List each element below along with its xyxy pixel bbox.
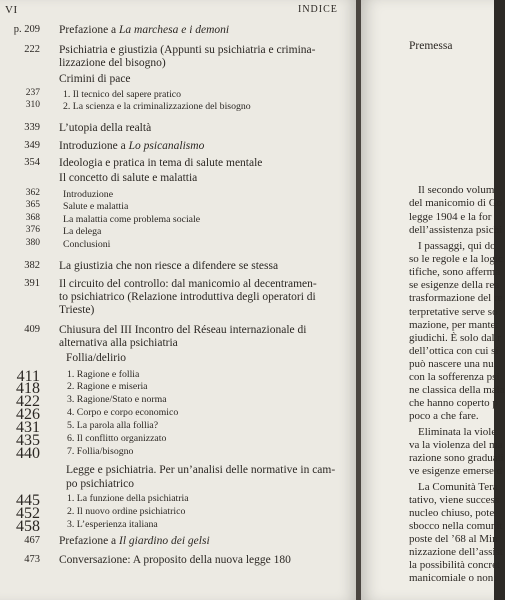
toc-entry-title xyxy=(67,432,352,445)
toc-entry-title xyxy=(67,380,352,393)
body-text-line: so le regole e la logic xyxy=(409,253,503,265)
toc-title-text: Legge e psichiatria. Per un’analisi delle normative in cam- xyxy=(66,464,336,476)
toc-title-text: Il concetto di salute e malattia xyxy=(59,172,198,184)
body-text-line: giudichi. È solo dal r xyxy=(409,332,501,344)
body-text-line: del manicomio di Go xyxy=(409,197,503,209)
body-text-line: ve esigenze emerse d xyxy=(409,465,503,477)
toc-title-text: Trieste) xyxy=(59,304,95,316)
toc-page-number: 422 xyxy=(16,393,40,410)
toc-title-text: lizzazione del bisogno) xyxy=(59,57,166,69)
toc-title-text: 2. Il nuovo ordine psichiatrico xyxy=(67,506,186,517)
toc-title-text: 3. L’esperienza italiana xyxy=(67,519,158,530)
toc-entry-title xyxy=(59,140,344,153)
toc-title-text: Conversazione: A proposito della nuova legge 180 xyxy=(59,554,291,566)
body-text-line: dell’ottica con cui si xyxy=(409,345,499,357)
page-number: VI xyxy=(5,4,18,16)
toc-entry-title xyxy=(59,73,344,86)
toc-entry-title xyxy=(67,445,352,458)
running-head: INDICE xyxy=(298,4,338,15)
body-text-line: trasformazione del re xyxy=(409,292,503,304)
toc-title-text: Conclusioni xyxy=(63,239,111,250)
toc-entry-title xyxy=(59,122,344,135)
body-text-line: poste del ’68 al Min xyxy=(409,533,498,545)
body-text-line: con la sofferenza psi xyxy=(409,371,500,383)
toc-title-text: La malattia come problema sociale xyxy=(63,214,201,225)
toc-entry-title xyxy=(59,260,344,273)
toc-title-text: 7. Follia/bisogno xyxy=(67,446,134,457)
toc-entry-title xyxy=(59,24,344,37)
body-text-line: sbocco nella comunit xyxy=(409,520,503,532)
toc-entry-title xyxy=(63,200,348,213)
body-text-line: mazione, per manter xyxy=(409,319,500,331)
toc-entry-title xyxy=(66,352,351,365)
toc-page-number: 426 xyxy=(16,406,40,423)
toc-title-text: Follia/delirio xyxy=(66,352,127,364)
body-text-line: I passaggi, qui do xyxy=(418,240,496,252)
toc-page-number: 431 xyxy=(16,419,40,436)
right-page xyxy=(361,0,505,600)
toc-title-text: to psichiatrico (Relazione introduttiva degli operatori di xyxy=(59,291,316,303)
body-text-line: manicomiale o non: xyxy=(409,572,497,584)
body-text-line: tifiche, sono afferma xyxy=(409,266,501,278)
toc-entry-title xyxy=(59,337,344,350)
toc-page-number: 222 xyxy=(24,44,40,55)
toc-title-text: Prefazione a xyxy=(59,535,120,547)
toc-title-text: Psichiatria e giustizia (Appunti su psichiatria e crimina- xyxy=(59,44,316,56)
toc-page-number: 354 xyxy=(24,157,40,168)
body-text-line: tativo, viene success xyxy=(409,494,500,506)
body-text-line: poco a che fare. xyxy=(409,410,479,422)
toc-title-text: 1. Ragione e follia xyxy=(67,369,140,380)
toc-title-text: po psichiatrico xyxy=(66,478,135,490)
toc-entry-title xyxy=(59,57,344,70)
toc-title-text: 3. Ragione/Stato e norma xyxy=(67,394,167,405)
toc-entry-title xyxy=(67,518,352,531)
toc-page-number: 382 xyxy=(24,260,40,271)
toc-page-number: 411 xyxy=(16,368,40,385)
toc-title-text: 6. Il conflitto organizzato xyxy=(67,433,167,444)
toc-title-text: 1. La funzione della psichiatria xyxy=(67,493,189,504)
toc-page-number: 440 xyxy=(16,445,40,462)
body-text-line: può nascere una nu xyxy=(409,358,494,370)
toc-title-text: 1. Il tecnico del sapere pratico xyxy=(63,89,182,100)
toc-entry-title xyxy=(67,492,352,505)
toc-title-text: Chiusura del III Incontro del Réseau internazionale di xyxy=(59,324,307,336)
toc-title-italic: Il giardino dei gelsi xyxy=(119,535,210,547)
body-text-line: che hanno coperto p xyxy=(409,397,498,409)
body-text-line: la possibilità concret xyxy=(409,559,501,571)
toc-page-number: 362 xyxy=(25,188,40,198)
toc-entry-title xyxy=(67,505,352,518)
toc-page-number: 339 xyxy=(24,122,40,133)
toc-page-number: 376 xyxy=(25,225,40,235)
toc-entry-title xyxy=(59,172,344,185)
toc-entry-title xyxy=(66,464,351,477)
toc-title-text: L’utopia della realtà xyxy=(59,122,152,134)
toc-title-text: Introduzione xyxy=(63,189,114,200)
toc-entry-title xyxy=(59,44,344,57)
toc-title-text: 4. Corpo e corpo economico xyxy=(67,407,179,418)
toc-entry-title xyxy=(67,419,352,432)
body-text-line: dell’assistenza psichi xyxy=(409,224,503,236)
toc-page-number: 380 xyxy=(25,238,40,248)
toc-entry-title xyxy=(59,554,344,567)
toc-title-text: 2. La scienza e la criminalizzazione del bisogno xyxy=(63,101,251,112)
toc-entry-title xyxy=(59,278,344,291)
toc-page-number: 458 xyxy=(16,518,40,535)
toc-title-text: La delega xyxy=(63,226,102,237)
toc-page-number: 368 xyxy=(25,213,40,223)
toc-page-number: 310 xyxy=(25,100,40,110)
toc-title-italic: La marchesa e i demoni xyxy=(119,24,230,36)
body-text-line: legge 1904 e la for xyxy=(409,211,492,223)
toc-page-number: 445 xyxy=(16,492,40,509)
body-text-line: va la violenza del ma xyxy=(409,439,503,451)
toc-entry-title xyxy=(67,406,352,419)
toc-entry-title xyxy=(59,291,344,304)
body-text-line: se esigenze della rea xyxy=(409,279,500,291)
section-title: Premessa xyxy=(409,40,453,52)
toc-page-number: 467 xyxy=(24,535,40,546)
toc-page-number: 452 xyxy=(16,505,40,522)
toc-title-text: Prefazione a xyxy=(59,24,120,36)
toc-entry-title xyxy=(63,225,348,238)
toc-page-number: 418 xyxy=(16,380,40,397)
toc-title-text: Crimini di pace xyxy=(59,73,131,85)
toc-title-text: Ideologia e pratica in tema di salute mentale xyxy=(59,157,263,169)
toc-entry-title xyxy=(59,157,344,170)
body-text-line: nucleo chiuso, pote xyxy=(409,507,495,519)
body-text-line: Eliminata la viole xyxy=(418,426,497,438)
toc-title-italic: Lo psicanalismo xyxy=(128,140,205,152)
toc-title-text: 5. La parola alla follia? xyxy=(67,420,159,431)
toc-title-text: alternativa alla psichiatria xyxy=(59,337,178,349)
toc-entry-title xyxy=(59,324,344,337)
toc-entry-title xyxy=(63,100,348,113)
toc-page-number: 349 xyxy=(24,140,40,151)
toc-title-text: Introduzione a xyxy=(59,140,129,152)
toc-title-text: Il circuito del controllo: dal manicomio al decentramen- xyxy=(59,278,317,290)
toc-page-number: 237 xyxy=(25,88,40,98)
toc-entry-title xyxy=(66,478,351,491)
toc-page-number: p. 209 xyxy=(13,24,40,35)
toc-page-number: 391 xyxy=(24,278,40,289)
toc-page-number: 409 xyxy=(24,324,40,335)
toc-entry-title xyxy=(63,238,348,251)
toc-entry-title xyxy=(67,393,352,406)
toc-page-number: 365 xyxy=(25,200,40,210)
toc-page-number: 435 xyxy=(16,432,40,449)
toc-title-text: La giustizia che non riesce a difendere se stessa xyxy=(59,260,279,272)
toc-page-number: 473 xyxy=(24,554,40,565)
body-text-line: La Comunità Tera xyxy=(418,481,498,493)
body-text-line: Il secondo volum xyxy=(418,184,495,196)
body-text-line: nizzazione dell’assist xyxy=(409,546,503,558)
toc-entry-title xyxy=(59,304,344,317)
toc-entry-title xyxy=(59,535,344,548)
toc-title-text: Salute e malattia xyxy=(63,201,129,212)
body-text-line: razione sono graduali xyxy=(409,452,504,464)
toc-title-text: 2. Ragione e miseria xyxy=(67,381,148,392)
body-text-line: ne classica della mala xyxy=(409,384,505,396)
body-text-line: terpretative serve so xyxy=(409,306,498,318)
